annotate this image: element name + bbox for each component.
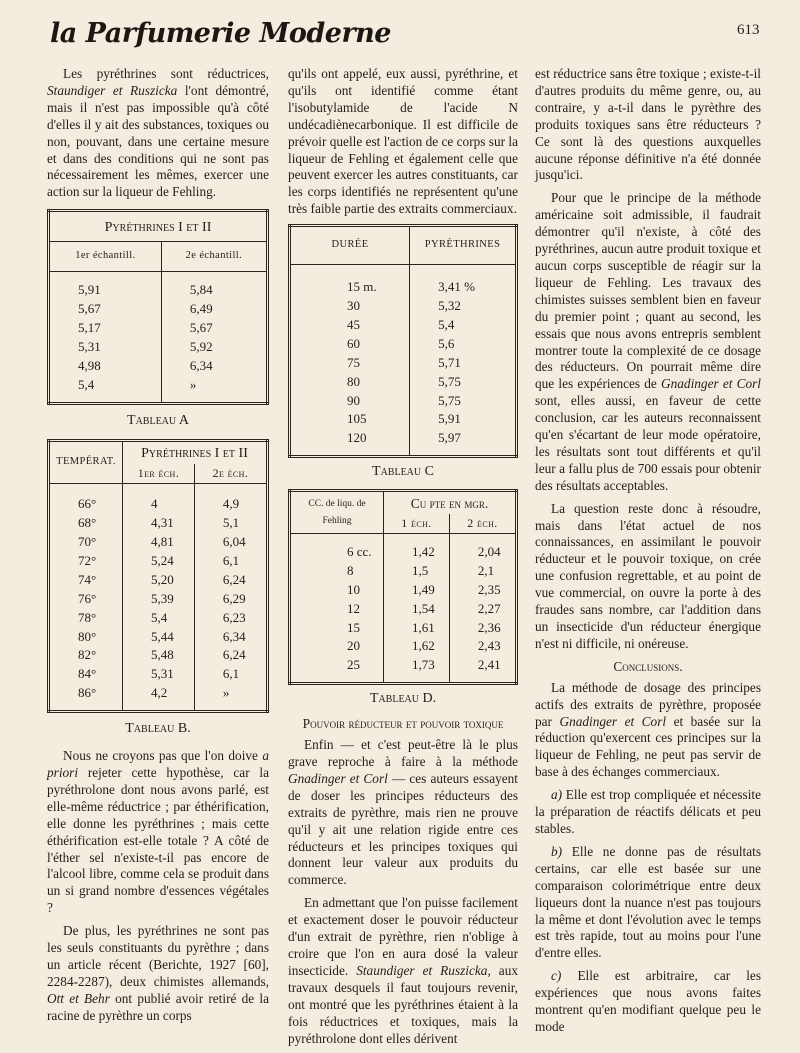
table-row bbox=[49, 484, 268, 514]
page-number: 613 bbox=[737, 22, 760, 38]
table-cell: 5,4 bbox=[49, 376, 162, 403]
table-c-col2-header: PYRÉTHRINES bbox=[410, 226, 517, 265]
table-cell: 15 bbox=[290, 619, 384, 638]
list-marker: b) bbox=[551, 843, 563, 859]
text: rejeter cette hypothèse, car la pyréthrolone dont nous avons parlé, est elle-même réductrice ; par éthérification, elle donne les pyréthrines ; mais cette éthérification est-elle totale ? A côté de l'éther sel n'existe-t-il pas encore de l'alcool libre, comme cela se produit dans un si grand nombre d'essences végétales ? bbox=[47, 765, 269, 916]
table-cell: 72° bbox=[49, 552, 123, 571]
table-cell: 2,36 bbox=[477, 619, 501, 635]
table-cell: 5,1 bbox=[222, 515, 240, 531]
list-marker: c) bbox=[551, 968, 562, 984]
author-names: Gnadinger et Corl bbox=[559, 713, 667, 729]
table-cell: 5,67 bbox=[49, 300, 162, 319]
table-cell: 2,04 bbox=[477, 543, 501, 559]
table-cell: 6,29 bbox=[222, 590, 246, 606]
table-cell: 12 bbox=[290, 600, 384, 619]
table-cell: 5,97 bbox=[438, 430, 461, 446]
table-cell: 78° bbox=[49, 609, 123, 628]
table-cell: 74° bbox=[49, 571, 123, 590]
table-cell: 6,04 bbox=[222, 534, 246, 550]
table-c-caption: Tableau C bbox=[372, 464, 434, 480]
table-cell: 5,32 bbox=[438, 297, 461, 313]
table-cell: 6,34 bbox=[222, 628, 246, 644]
table-cell: 4,31 bbox=[123, 514, 195, 533]
table-cell: 5,6 bbox=[438, 335, 455, 351]
table-cell: 6 cc. bbox=[290, 533, 384, 561]
table-row bbox=[290, 316, 517, 335]
table-cell: 5,39 bbox=[123, 590, 195, 609]
table-cell: 5,91 bbox=[49, 272, 162, 300]
table-cell: 2,41 bbox=[477, 657, 501, 673]
italic-term: a priori bbox=[47, 748, 269, 780]
author-names: Gnadinger et Corl bbox=[288, 770, 388, 786]
table-cell: 70° bbox=[49, 533, 123, 552]
text: En admettant que l'on puisse facilement et exactement doser le pouvoir réducteur d'un extrait de pyrèthre, rien n'oblige à croire que l'on en aura dosé la valeur insecticide. bbox=[288, 895, 518, 978]
table-cell: 5,31 bbox=[49, 338, 162, 357]
text: La méthode de dosage des principes actifs des extraits de pyrèthre, proposée par bbox=[535, 679, 761, 729]
table-cell: 4,9 bbox=[222, 496, 240, 512]
paragraph: La question reste donc à résoudre, mais dans l'état actuel de nos connaissances, en assimilant le pouvoir réducteur et le pouvoir toxique, on crée une confusion regrettable, et au point de vue commercial, on ouvre la porte à des fraudes sans nombre, car l'addition dans un insecticide d'un réducteur énergique n'est ni difficile, ni onéreuse. bbox=[535, 500, 761, 651]
table-d-caption: Tableau D. bbox=[369, 691, 437, 707]
table-row bbox=[49, 665, 268, 684]
table-row bbox=[290, 562, 517, 581]
table-cell: 76° bbox=[49, 590, 123, 609]
paragraph bbox=[535, 680, 761, 781]
table-cell: 5,4 bbox=[123, 609, 195, 628]
table-row bbox=[49, 628, 268, 647]
list-item bbox=[535, 844, 761, 962]
table-cell: 5,75 bbox=[438, 392, 461, 408]
table-cell: 6,1 bbox=[222, 666, 240, 682]
table-cell: 5,84 bbox=[189, 282, 213, 298]
table-c bbox=[288, 224, 518, 458]
table-row bbox=[49, 533, 268, 552]
table-row bbox=[290, 335, 517, 354]
table-row bbox=[49, 684, 268, 711]
table-cell: » bbox=[189, 376, 197, 392]
table-b-temp-header: TEMPÉRAT. bbox=[49, 441, 123, 484]
table-cell: 1,61 bbox=[384, 619, 450, 638]
text: Les pyréthrines sont réductrices, bbox=[63, 66, 269, 81]
table-cell: 6,23 bbox=[222, 609, 246, 625]
table-cell: 2,43 bbox=[477, 638, 501, 654]
table-cell: 5,24 bbox=[123, 552, 195, 571]
table-cell: 45 bbox=[290, 316, 410, 335]
table-row bbox=[49, 590, 268, 609]
table-row bbox=[290, 297, 517, 316]
table-cell: 1,73 bbox=[384, 656, 450, 683]
table-cell: 80 bbox=[290, 373, 410, 392]
table-cell: 5,4 bbox=[438, 316, 455, 332]
text: Elle est arbitraire, car les expériences que nous avons faites montrent qu'en modifiant quelque peu le mode bbox=[535, 968, 762, 1034]
table-d bbox=[288, 489, 518, 685]
table-cell: 1,5 bbox=[384, 562, 450, 581]
table-d-col2-header: 2 éch. bbox=[449, 514, 516, 533]
text: Nous ne croyons pas que l'on doive bbox=[63, 748, 258, 764]
table-a-col1-header: 1er échantill. bbox=[49, 242, 162, 272]
table-cell: 5,20 bbox=[123, 571, 195, 590]
table-cell: 5,71 bbox=[438, 354, 461, 370]
list-item bbox=[535, 968, 761, 1036]
table-cell: 66° bbox=[49, 484, 123, 514]
author-names: Gnadinger et Corl bbox=[661, 376, 762, 392]
table-d-title: Cu pte en mgr. bbox=[410, 496, 489, 512]
table-row bbox=[290, 581, 517, 600]
table-row bbox=[49, 571, 268, 590]
paragraph: est réductrice sans être toxique ; existe-t-il d'autres produits du même genre, ou, au contraire, y a-t-il dans le pyrèthre des produits toxiques sans être réducteurs ? Ce sont là des questions auxquelles aucune réponse définitive n'a été donnée jusqu'ici. bbox=[535, 66, 761, 183]
table-row bbox=[49, 609, 268, 628]
paragraph bbox=[47, 748, 269, 917]
section-heading: Pouvoir réducteur et pouvoir toxique bbox=[302, 716, 504, 732]
table-cell: 5,17 bbox=[49, 319, 162, 338]
table-row bbox=[49, 514, 268, 533]
table-cell: 5,48 bbox=[123, 646, 195, 665]
table-b-col2-header: 2e éch. bbox=[194, 464, 267, 483]
table-row bbox=[49, 376, 268, 403]
text: Elle ne donne pas de résultats certains, car elle est basée sur une comparaison colorimétrique entre deux liqueurs dont la nuance n'est pas toujours la même et dont l'évolution avec le temps est très rapide, tout au moins pour l'une d'entre elles. bbox=[535, 843, 762, 961]
list-item bbox=[535, 787, 761, 838]
table-cell: 5,44 bbox=[123, 628, 195, 647]
table-cell: 4 bbox=[123, 484, 195, 514]
table-cell: 6,1 bbox=[222, 552, 240, 568]
table-a-caption: Tableau A bbox=[127, 412, 189, 428]
table-b-col1-header: 1er éch. bbox=[123, 464, 195, 483]
table-cell: 5,31 bbox=[123, 665, 195, 684]
text: Pour que le principe de la méthode américaine soit admissible, il faudrait démontrer qu'il n'existe, à côté des pyréthrines, aucun autre produit toxique et aucun corps susceptible de réagir sur la liqueur de Fehling. Les travaux des chimistes suisses semblent bien en faveur du premier point ; quant au second, les essais que nous avons entrepris semblent montrer toute la complexité de ce dosage des réducteurs. On pourrait même dire que les expériences de bbox=[535, 190, 761, 392]
author-names: Staundiger et Ruszicka bbox=[47, 82, 178, 98]
paragraph bbox=[47, 923, 269, 1024]
table-cell: 2,1 bbox=[477, 562, 495, 578]
paragraph bbox=[47, 66, 269, 201]
text: aux travaux desquels il faut toujours revenir, ont montré que les pyréthrines étaient à la fois réductrices et toxiques, mais la pyréthrolone dont elles dérivent bbox=[288, 962, 518, 1046]
table-cell: 86° bbox=[49, 684, 123, 711]
table-d-cc-header: CC. de liqu. de Fehling bbox=[290, 491, 384, 534]
table-a bbox=[47, 209, 269, 404]
text: Enfin — et c'est peut-être là le plus grave reproche à faire à la méthode bbox=[288, 737, 518, 769]
column-2 bbox=[288, 66, 518, 1053]
table-cell: 8 bbox=[290, 562, 384, 581]
table-cell: 4,2 bbox=[123, 684, 195, 711]
table-cell: 25 bbox=[290, 656, 384, 683]
table-row bbox=[290, 392, 517, 411]
table-row bbox=[290, 600, 517, 619]
table-cell: 84° bbox=[49, 665, 123, 684]
table-cell: 60 bbox=[290, 335, 410, 354]
text: — ces auteurs essayent de doser les principes réducteurs des extraits de pyrèthre, mais rien ne prouve qu'il y ait une relation rigide entre ces réducteurs et les principes toxiques qui donnent leur valeur aux produits du commerce. bbox=[288, 770, 519, 888]
table-cell: 5,91 bbox=[438, 411, 461, 427]
table-cell: 6,24 bbox=[222, 571, 246, 587]
table-cell: 3,41 % bbox=[438, 279, 475, 295]
table-cell: 120 bbox=[290, 429, 410, 456]
text: Elle est trop compliquée et nécessite la préparation de réactifs délicats et peu stables. bbox=[535, 787, 762, 836]
journal-logo: la Parfumerie Moderne bbox=[50, 18, 391, 49]
table-cell: 20 bbox=[290, 637, 384, 656]
table-cell: 68° bbox=[49, 514, 123, 533]
table-cell: 2,27 bbox=[477, 600, 501, 616]
table-cell: 4,98 bbox=[49, 357, 162, 376]
table-cell: 2,35 bbox=[477, 581, 501, 597]
table-a-title: Pyréthrines I et II bbox=[49, 211, 268, 242]
table-cell: 5,67 bbox=[189, 319, 213, 335]
table-row bbox=[49, 357, 268, 376]
table-cell: 15 m. bbox=[290, 265, 410, 297]
author-names: Ott et Behr bbox=[47, 990, 110, 1006]
table-row bbox=[49, 272, 268, 300]
column-1 bbox=[47, 66, 269, 1031]
table-row bbox=[290, 619, 517, 638]
paragraph bbox=[288, 895, 518, 1047]
table-cell: 80° bbox=[49, 628, 123, 647]
table-cell: 82° bbox=[49, 646, 123, 665]
table-row bbox=[290, 533, 517, 561]
table-d-col1-header: 1 éch. bbox=[384, 514, 450, 533]
text: sont, elles aussi, en faveur de cette conclusion, car les auteurs reconnaissent qu'en s'écartant de leur mode opératoire, les résultats sont tout différents et qu'il leur a fallu plus de 700 essais pour obtenir des résultats acceptables. bbox=[535, 393, 761, 493]
table-row bbox=[290, 429, 517, 456]
text: et basée sur la réduction qu'exercent ces principes sur la liqueur de Fehling, ne peut pas servir de base à des échanges commerciaux. bbox=[535, 713, 762, 780]
author-names: Staundiger et Ruszicka, bbox=[356, 962, 491, 978]
table-cell: 1,54 bbox=[384, 600, 450, 619]
table-row bbox=[49, 552, 268, 571]
table-cell: 1,62 bbox=[384, 637, 450, 656]
table-cell: 5,75 bbox=[438, 373, 461, 389]
paragraph: qu'ils ont appelé, eux aussi, pyréthrine, et qu'ils ont identifié comme étant l'isobutylamide de l'acide N undécadiènecarbonique. Il est difficile de prévoir quelle est l'action de ce corps sur la liqueur de Fehling et également celle que peuvent exercer les autres constituants, car les corps identifiés ne représentent qu'une très faible partie des extraits commerciaux. bbox=[288, 66, 518, 217]
table-row bbox=[290, 637, 517, 656]
table-row bbox=[290, 656, 517, 683]
table-cell: 6,24 bbox=[222, 647, 246, 663]
text: De plus, les pyréthrines ne sont pas les seuls constituants du pyrèthre ; dans un article récent (Berichte, 1927 [60], 2284-2287), deux chimistes allemands, bbox=[47, 923, 269, 989]
table-cell: 30 bbox=[290, 297, 410, 316]
table-b-title: Pyréthrines I et II bbox=[141, 446, 248, 462]
paragraph bbox=[535, 190, 761, 494]
table-b bbox=[47, 439, 269, 713]
table-row bbox=[290, 354, 517, 373]
conclusions-heading: Conclusions. bbox=[613, 658, 683, 674]
text: ont publié avoir retiré de la racine de pyrèthre un corps bbox=[47, 990, 269, 1023]
list-marker: a) bbox=[551, 787, 563, 803]
table-cell: 5,92 bbox=[189, 338, 213, 354]
column-3 bbox=[535, 66, 761, 1042]
table-row bbox=[49, 338, 268, 357]
table-row bbox=[49, 319, 268, 338]
table-cell: 1,49 bbox=[384, 581, 450, 600]
table-cell: 10 bbox=[290, 581, 384, 600]
table-cell: 4,81 bbox=[123, 533, 195, 552]
table-cell: 75 bbox=[290, 354, 410, 373]
text: l'ont démontré, mais il n'est pas impossible qu'à côté d'elles il y ait des substances, toxiques ou non, pouvant, dans une certaine mesure et dans des conditions qui ne sont pas nécessairement les mêmes, exercer une action sur la liqueur de Fehling. bbox=[47, 82, 269, 200]
table-row bbox=[49, 646, 268, 665]
paragraph bbox=[288, 737, 518, 889]
table-cell: 6,49 bbox=[189, 300, 213, 316]
table-cell: 1,42 bbox=[384, 533, 450, 561]
table-cell: 105 bbox=[290, 410, 410, 429]
table-row bbox=[49, 300, 268, 319]
table-cell: 6,34 bbox=[189, 357, 213, 373]
table-row bbox=[290, 265, 517, 297]
table-cell: 90 bbox=[290, 392, 410, 411]
table-a-col2-header: 2e échantill. bbox=[161, 242, 267, 272]
table-b-caption: Tableau B. bbox=[125, 721, 191, 737]
table-row bbox=[290, 410, 517, 429]
table-cell: » bbox=[222, 685, 230, 701]
table-c-col1-header: DURÉE bbox=[290, 226, 410, 265]
table-row bbox=[290, 373, 517, 392]
